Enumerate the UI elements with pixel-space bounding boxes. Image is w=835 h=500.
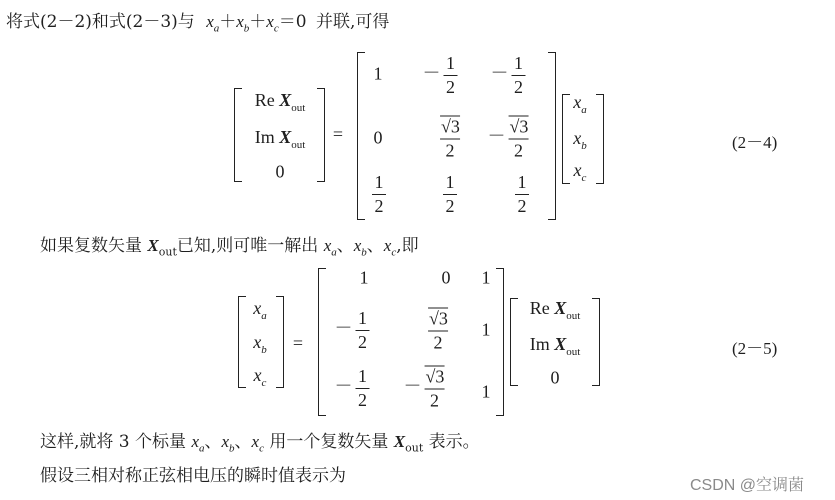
eq1-m23: － $\frac{√3}{2}$ (487, 116, 529, 161)
csdn-watermark: CSDN @空调菌 (690, 477, 805, 494)
eq2-lhs-row-3: $x_c$ (253, 365, 267, 389)
eq2-m33: 1 (481, 381, 491, 402)
eq1-lhs-row-2: Im $X_{out}$ (254, 127, 306, 151)
eq1-rhs-row-3: $x_c$ (573, 160, 587, 184)
eq1-matrix-right-bracket (548, 52, 556, 220)
eq1-rhs-row-1: $x_a$ (573, 92, 587, 116)
eq1-rhs-right-bracket (596, 94, 604, 184)
eq1-rhs-row-2: $x_b$ (573, 128, 587, 152)
eq2-lhs-row-1: $x_a$ (253, 298, 267, 322)
condition-expression: $x_a+x_b+x_c=0$ (206, 12, 307, 35)
eq1-lhs-row-3: 0 (275, 161, 285, 182)
eq2-m31: － $\frac{1}{2}$ (335, 366, 370, 410)
eq1-m12: － $\frac{1}{2}$ (423, 53, 458, 97)
eq1-lhs-row-1: Re $X_{out}$ (254, 90, 306, 114)
eq1-matrix-left-bracket (357, 52, 365, 220)
eq2-m12: 0 (441, 267, 451, 288)
eq1-m11: 1 (373, 63, 383, 84)
eq2-lhs-left-bracket (238, 296, 246, 388)
eq2-matrix-right-bracket (496, 268, 504, 416)
eq1-rhs-left-bracket (562, 94, 570, 184)
eq2-rhs-right-bracket (592, 298, 600, 386)
eq2-lhs-right-bracket (276, 296, 284, 388)
eq2-m32: － $\frac{√3}{2}$ (403, 366, 445, 411)
eq1-m31: $\frac{1}{2}$ (372, 172, 386, 216)
eq1-m13: － $\frac{1}{2}$ (491, 53, 526, 97)
eq2-m11: 1 (359, 267, 369, 288)
eq2-lhs-row-2: $x_b$ (253, 332, 267, 356)
eq2-m22: $\frac{√3}{2}$ (429, 308, 448, 353)
eq1-m32: $\frac{1}{2}$ (443, 172, 457, 216)
eq1-lhs-left-bracket (234, 88, 242, 182)
eq2-rhs-row-1: Re $X_{out}$ (529, 298, 581, 322)
eq1-m22: $\frac{√3}{2}$ (441, 116, 460, 161)
eq2-m13: 1 (481, 267, 491, 288)
text-line-4: 假设三相对称正弦相电压的瞬时值表示为 (40, 466, 346, 486)
text-line-3: 这样,就将 3 个标量 $x_a$、$x_b$、$x_c$ 用一个复数矢量 $X_{out}$ 表示。 (40, 432, 480, 455)
eq2-rhs-row-2: Im $X_{out}$ (529, 334, 581, 358)
eq1-lhs-right-bracket (317, 88, 325, 182)
eq1-m33: $\frac{1}{2}$ (515, 172, 529, 216)
eq1-equals: = (332, 124, 344, 144)
eq2-rhs-row-3: 0 (550, 367, 560, 388)
text-line-2: 如果复数矢量 $X_{out}$已知,则可唯一解出 $x_a$、$x_b$、$x_c$,即 (40, 236, 419, 259)
eq2-m21: － $\frac{1}{2}$ (335, 308, 370, 352)
text-line-1 (6, 12, 389, 38)
eq1-m21: 0 (373, 127, 383, 148)
line1-post: 并联,可得 (315, 12, 390, 32)
eq2-m23: 1 (481, 319, 491, 340)
eq2-rhs-left-bracket (510, 298, 518, 386)
eq1-number: (2－4) (732, 133, 778, 152)
eq2-equals: = (292, 333, 304, 353)
eq2-matrix-left-bracket (318, 268, 326, 416)
line1-pre: 将式(2－2)和式(2－3)与 (6, 12, 195, 32)
eq2-number: (2－5) (732, 339, 778, 358)
